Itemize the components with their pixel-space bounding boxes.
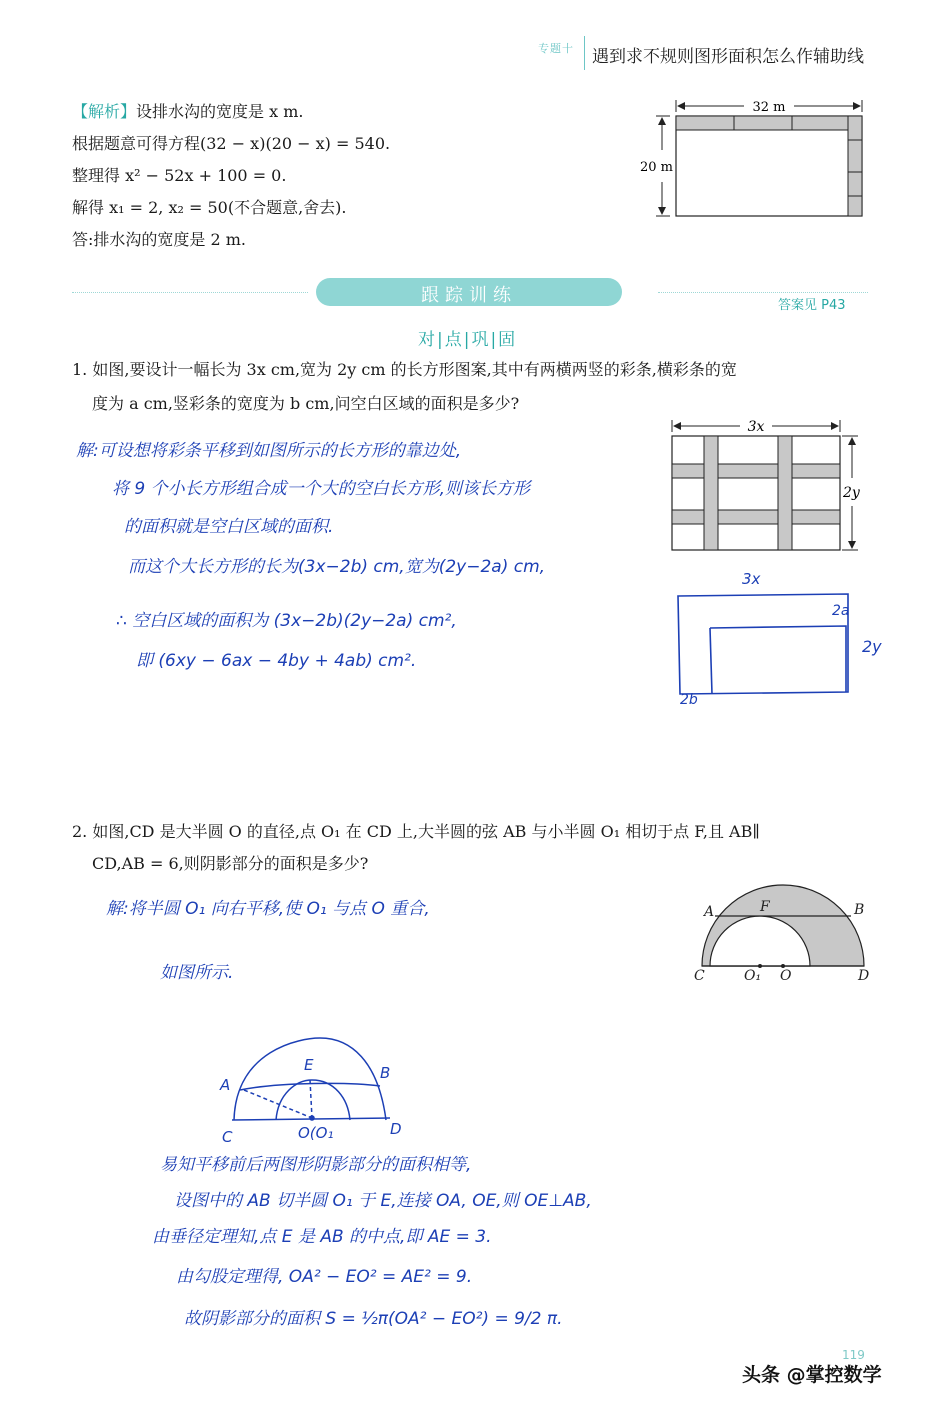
hw2-line-6: 由勾股定理得, OA² − EO² = AE² = 9. xyxy=(176,1267,473,1287)
solution-line-5: 答:排水沟的宽度是 2 m. xyxy=(72,230,247,249)
fig-q2-label-o1: O₁ xyxy=(744,968,762,984)
fig-q2-label-b: B xyxy=(854,902,865,918)
fig-q2-semicircles xyxy=(694,885,869,984)
q2-line-2: CD,AB = 6,则阴影部分的面积是多少? xyxy=(92,854,369,873)
fig-q2-label-f: F xyxy=(760,899,770,915)
section-subtitle: 对|点|巩|固 xyxy=(418,330,518,350)
fig-q2-label-a: A xyxy=(704,904,715,920)
sketch-q1-3x: 3x xyxy=(742,570,761,588)
solution-tag: 【解析】 xyxy=(72,102,137,121)
sketch-q2-o: O(O₁ xyxy=(298,1124,334,1142)
hw1-line-6: 即 (6xy − 6ax − 4by + 4ab) cm². xyxy=(136,651,417,671)
fig-q1-stripes xyxy=(672,419,861,550)
q1-line-1: 1. 如图,要设计一幅长为 3x cm,宽为 2y cm 的长方形图案,其中有两横两竖的彩条,横彩条的宽 xyxy=(72,360,737,379)
hw2-line-4: 设图中的 AB 切半圆 O₁ 于 E,连接 OA, OE,则 OE⊥AB, xyxy=(174,1191,592,1211)
fig-q2-label-c: C xyxy=(694,968,705,984)
sketch-q2 xyxy=(219,1038,402,1146)
sketch-q2-d: D xyxy=(390,1120,402,1138)
fig-q1-height-label: 2y xyxy=(843,485,860,501)
hw2-line-3: 易知平移前后两图形阴影部分的面积相等, xyxy=(160,1155,472,1175)
sketch-q1 xyxy=(678,570,882,708)
page-number: 119 xyxy=(842,1348,865,1362)
solution-line-1: 【解析】设排水沟的宽度是 x m. xyxy=(72,102,304,121)
solution-line-4: 解得 x₁ = 2, x₂ = 50(不合题意,舍去). xyxy=(72,198,347,217)
q2-line-1: 2. 如图,CD 是大半圆 O 的直径,点 O₁ 在 CD 上,大半圆的弦 AB 与小半圆 O₁ 相切于点 F,且 AB∥ xyxy=(72,822,760,841)
hw1-line-2: 将 9 个小长方形组合成一个大的空白长方形,则该长方形 xyxy=(112,479,531,499)
fig-q1-width-label: 3x xyxy=(747,419,765,435)
solution-line-2: 根据题意可得方程(32 − x)(20 − x) = 540. xyxy=(72,134,391,153)
header-topic: 专题十 xyxy=(538,42,574,55)
hw1-line-5: ∴ 空白区域的面积为 (3x−2b)(2y−2a) cm², xyxy=(116,611,457,631)
sketch-q2-c: C xyxy=(222,1128,233,1146)
sketch-q1-2y: 2y xyxy=(862,637,882,656)
hw2-line-1: 解:将半圆 O₁ 向右平移,使 O₁ 与点 O 重合, xyxy=(106,899,430,919)
hw2-line-7: 故阴影部分的面积 S = ½π(OA² − EO²) = 9/2 π. xyxy=(184,1309,563,1329)
header-title: 遇到求不规则图形面积怎么作辅助线 xyxy=(592,47,864,67)
hw1-line-4: 而这个大长方形的长为(3x−2b) cm,宽为(2y−2a) cm, xyxy=(128,557,546,577)
sketch-q1-2b: 2b xyxy=(680,692,698,708)
fig-q2-label-o: O xyxy=(780,968,792,984)
hw2-line-2: 如图所示. xyxy=(160,963,234,983)
answer-reference: 答案见 P43 xyxy=(778,298,846,313)
sketch-q2-a: A xyxy=(220,1076,231,1094)
sketch-q2-b: B xyxy=(380,1064,391,1082)
solution-line-3: 整理得 x² − 52x + 100 = 0. xyxy=(72,166,287,185)
sketch-q1-2a: 2a xyxy=(832,603,850,619)
fig-ditch xyxy=(640,100,862,216)
fig-q2-label-d: D xyxy=(858,968,870,984)
watermark: 头条 @掌控数学 xyxy=(742,1364,882,1386)
sketch-q2-e: E xyxy=(304,1056,314,1074)
fig-ditch-height-label: 20 m xyxy=(640,160,674,175)
fig-ditch-width-label: 32 m xyxy=(752,100,786,115)
hw2-line-5: 由垂径定理知,点 E 是 AB 的中点,即 AE = 3. xyxy=(152,1227,492,1247)
q1-line-2: 度为 a cm,竖彩条的宽度为 b cm,问空白区域的面积是多少? xyxy=(92,394,520,413)
hw1-line-3: 的面积就是空白区域的面积. xyxy=(124,517,334,537)
section-title: 跟踪训练 xyxy=(421,285,517,306)
hw1-line-1: 解:可设想将彩条平移到如图所示的长方形的靠边处, xyxy=(76,441,462,461)
